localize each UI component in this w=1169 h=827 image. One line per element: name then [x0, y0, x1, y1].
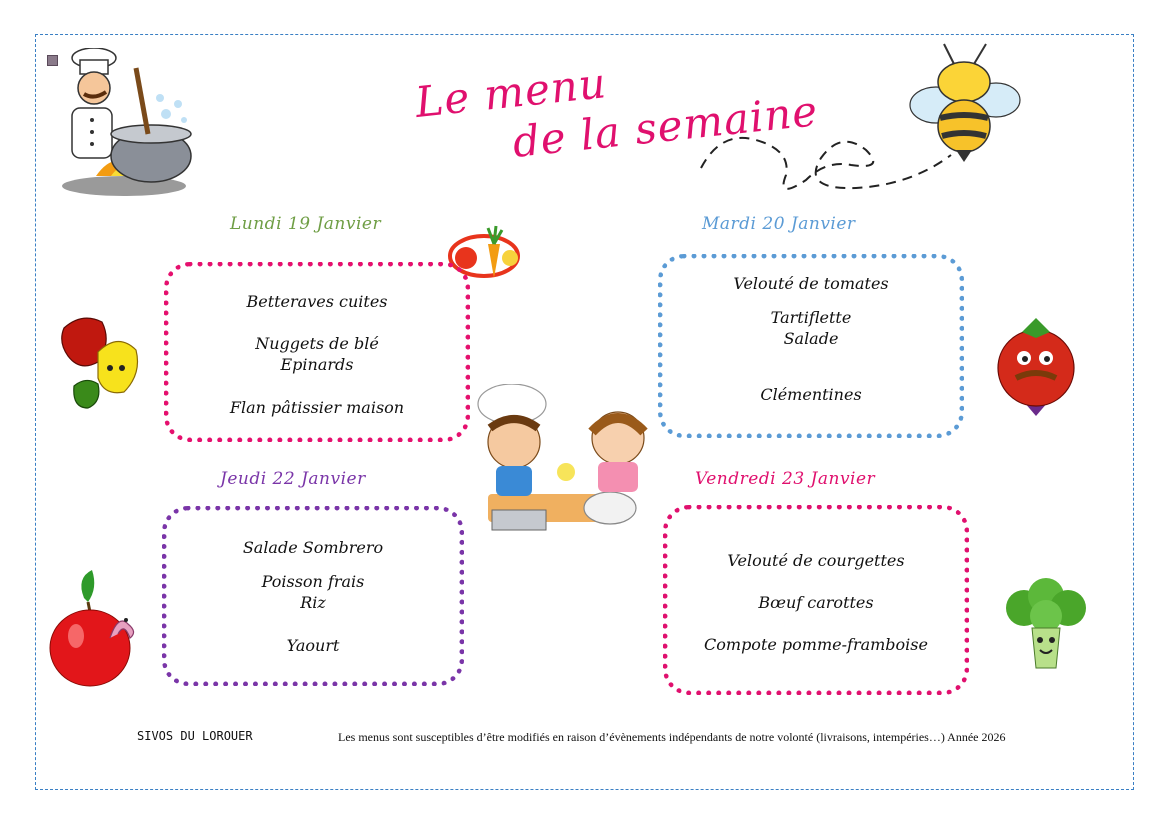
menu-item: Salade Sombrero [242, 538, 384, 557]
menu-item: Compote pomme-framboise [704, 635, 928, 654]
day-label-lundi: Lundi 19 Janvier [230, 214, 382, 234]
bee-icon [696, 40, 1036, 205]
menu-item: Epinards [280, 355, 354, 374]
menu-box-mardi [658, 254, 964, 438]
apple-worm-icon [48, 568, 140, 690]
title-line-1: Le menu [412, 58, 609, 127]
menu-item: Poisson frais [261, 572, 365, 591]
menu-item: Bœuf carottes [758, 593, 874, 612]
menu-item: Nuggets de blé [255, 334, 379, 353]
menu-item: Salade [783, 329, 839, 348]
menu-item: Clémentines [760, 385, 862, 404]
broccoli-icon [1002, 578, 1092, 670]
day-label-vendredi: Vendredi 23 Janvier [695, 469, 876, 489]
tomato-icon [996, 316, 1082, 416]
chef-cooking-icon [56, 48, 196, 200]
menu-item: Yaourt [286, 636, 340, 655]
title-line-2: de la semaine [510, 86, 821, 167]
disclaimer-note: Les menus sont susceptibles d’être modifiés en raison d’évènements indépendants de notre volonté (livraisons, intempéries…) Année 2026 [338, 730, 1006, 744]
peppers-icon [58, 312, 142, 410]
menu-item: Velouté de courgettes [727, 551, 905, 570]
day-label-jeudi: Jeudi 22 Janvier [220, 469, 366, 489]
kids-cooking-icon [468, 384, 660, 540]
menu-box-lundi [164, 262, 470, 442]
menu-item: Flan pâtissier maison [229, 398, 405, 417]
menu-item: Riz [300, 593, 326, 612]
menu-item: Betteraves cuites [246, 292, 388, 311]
menu-item: Tartiflette [770, 308, 852, 327]
menu-item: Velouté de tomates [733, 274, 889, 293]
day-label-mardi: Mardi 20 Janvier [702, 214, 856, 234]
menu-box-jeudi [162, 506, 464, 686]
organization-name: SIVOS DU LOROUER [137, 729, 253, 743]
menu-box-vendredi [663, 505, 969, 695]
